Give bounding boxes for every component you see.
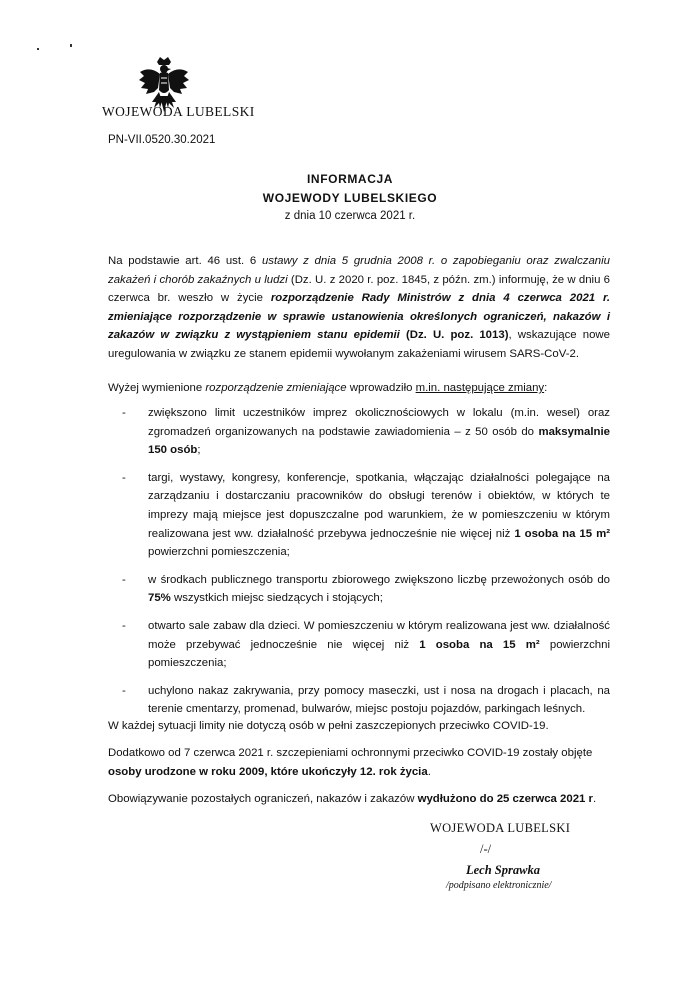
list-item: - targi, wystawy, kongresy, konferencje, spotkania, włączając działalności polegające na zarządzaniu i dostarczaniu pracowników do obsługi terenów i obiektów, w których te imprezy mają miejsce jest dopuszczalne pod warunkiem, że w pomieszczeniu w którym realizowana jest ww. działalność przebywa jednocześnie nie więcej niż 1 osoba na 15 m² powierzchni pomieszczenia; — [108, 469, 610, 562]
bullet-dash: - — [122, 573, 126, 586]
issuer-heading: WOJEWODY LUBELSKIEGO — [262, 191, 438, 205]
scan-speck — [70, 44, 72, 47]
reference-number: PN-VII.0520.30.2021 — [108, 134, 216, 146]
journal-reference: (Dz. U. poz. 1013) — [399, 329, 509, 342]
underlined-phrase: m.in. następujące zmiany — [415, 382, 545, 394]
list-item: - w środkach publicznego transportu zbiorowego zwiększono liczbę przewożonych osób do 75% wszystkich miejsc siedzących i stojących; — [108, 571, 610, 608]
bullet-dash: - — [122, 471, 126, 484]
signature-mark: /-/ — [480, 842, 492, 856]
signature-title: WOJEWODA LUBELSKI — [430, 821, 571, 835]
extension-paragraph: Obowiązywanie pozostałych ograniczeń, nakazów i zakazów wydłużono do 25 czerwca 2021 r. — [108, 793, 597, 805]
signatory-name: Lech Sprawka — [466, 863, 540, 877]
electronic-signature-note: /podpisano elektronicznie/ — [446, 880, 552, 891]
act-title: ustawy z dnia 5 grudnia 2008 r. o zapobieganiu oraz zwalczaniu zakażeń i chorób zakaźnych u ludzi — [108, 255, 610, 286]
document-type-heading: INFORMACJA — [307, 172, 393, 186]
list-item: - zwiększono limit uczestników imprez okolicznościowych w lokalu (m.in. wesel) oraz zgromadzeń organizowanych na podstawie zawiadomienia – z 50 osób do maksymalnie 150 osób; — [108, 404, 610, 460]
bullet-dash: - — [122, 407, 126, 419]
scan-speck — [37, 48, 39, 50]
issuing-authority: WOJEWODA LUBELSKI — [102, 104, 255, 119]
regulation-title: rozporządzenie Rady Ministrów z dnia 4 czerwca 2021 r. zmieniające rozporządzenie w sprawie ustanowienia określonych ograniczeń, nakazów i zakazów w związku z wystąpieniem stanu epidemii — [108, 292, 610, 342]
vaccination-paragraph: Dodatkowo od 7 czerwca 2021 r. szczepieniami ochronnymi przeciwko COVID-19 zostały objęte osoby urodzone w roku 2009, które ukończyły 12. rok życia. — [108, 747, 593, 778]
limits-note: W każdej sytuacji limity nie dotyczą osób w pełni zaszczepionych przeciwko COVID-19. — [108, 720, 549, 732]
intro-paragraph: Na podstawie art. 46 ust. 6 ustawy z dnia 5 grudnia 2008 r. o zapobieganiu oraz zwalczaniu zakażeń i chorób zakaźnych u ludzi (Dz. U. z 2020 r. poz. 1845, z późn. zm.) informuję, że w dniu 6 czerwca br. weszło w życie rozporządzenie Rady Ministrów z dnia 4 czerwca 2021 r. zmieniające rozporządzenie w sprawie ustanowienia określonych ograniczeń, nakazów i zakazów w związku z wystąpieniem stanu epidemii (Dz. U. poz. 1013), wskazujące nowe uregulowania w związku ze stanem epidemii wywołanym zakażeniami wirusem SARS-CoV-2. — [108, 255, 611, 360]
bullet-dash: - — [122, 684, 126, 697]
changes-intro: Wyżej wymienione rozporządzenie zmieniające wprowadziło m.in. następujące zmiany: — [108, 382, 548, 394]
changes-list — [108, 404, 610, 728]
document-date: z dnia 10 czerwca 2021 r. — [284, 210, 416, 222]
bullet-dash: - — [122, 619, 126, 632]
list-item: - otwarto sale zabaw dla dzieci. W pomieszczeniu w którym realizowana jest ww. działalność może przebywać jednocześnie nie więcej niż 1 osoba na 15 m² powierzchni pomieszczenia; — [108, 617, 610, 673]
list-item: - uchylono nakaz zakrywania, przy pomocy maseczki, ust i nosa na drogach i placach, na terenie cmentarzy, promenad, bulwarów, miejsc postoju pojazdów, parkingach leśnych. — [108, 682, 610, 719]
